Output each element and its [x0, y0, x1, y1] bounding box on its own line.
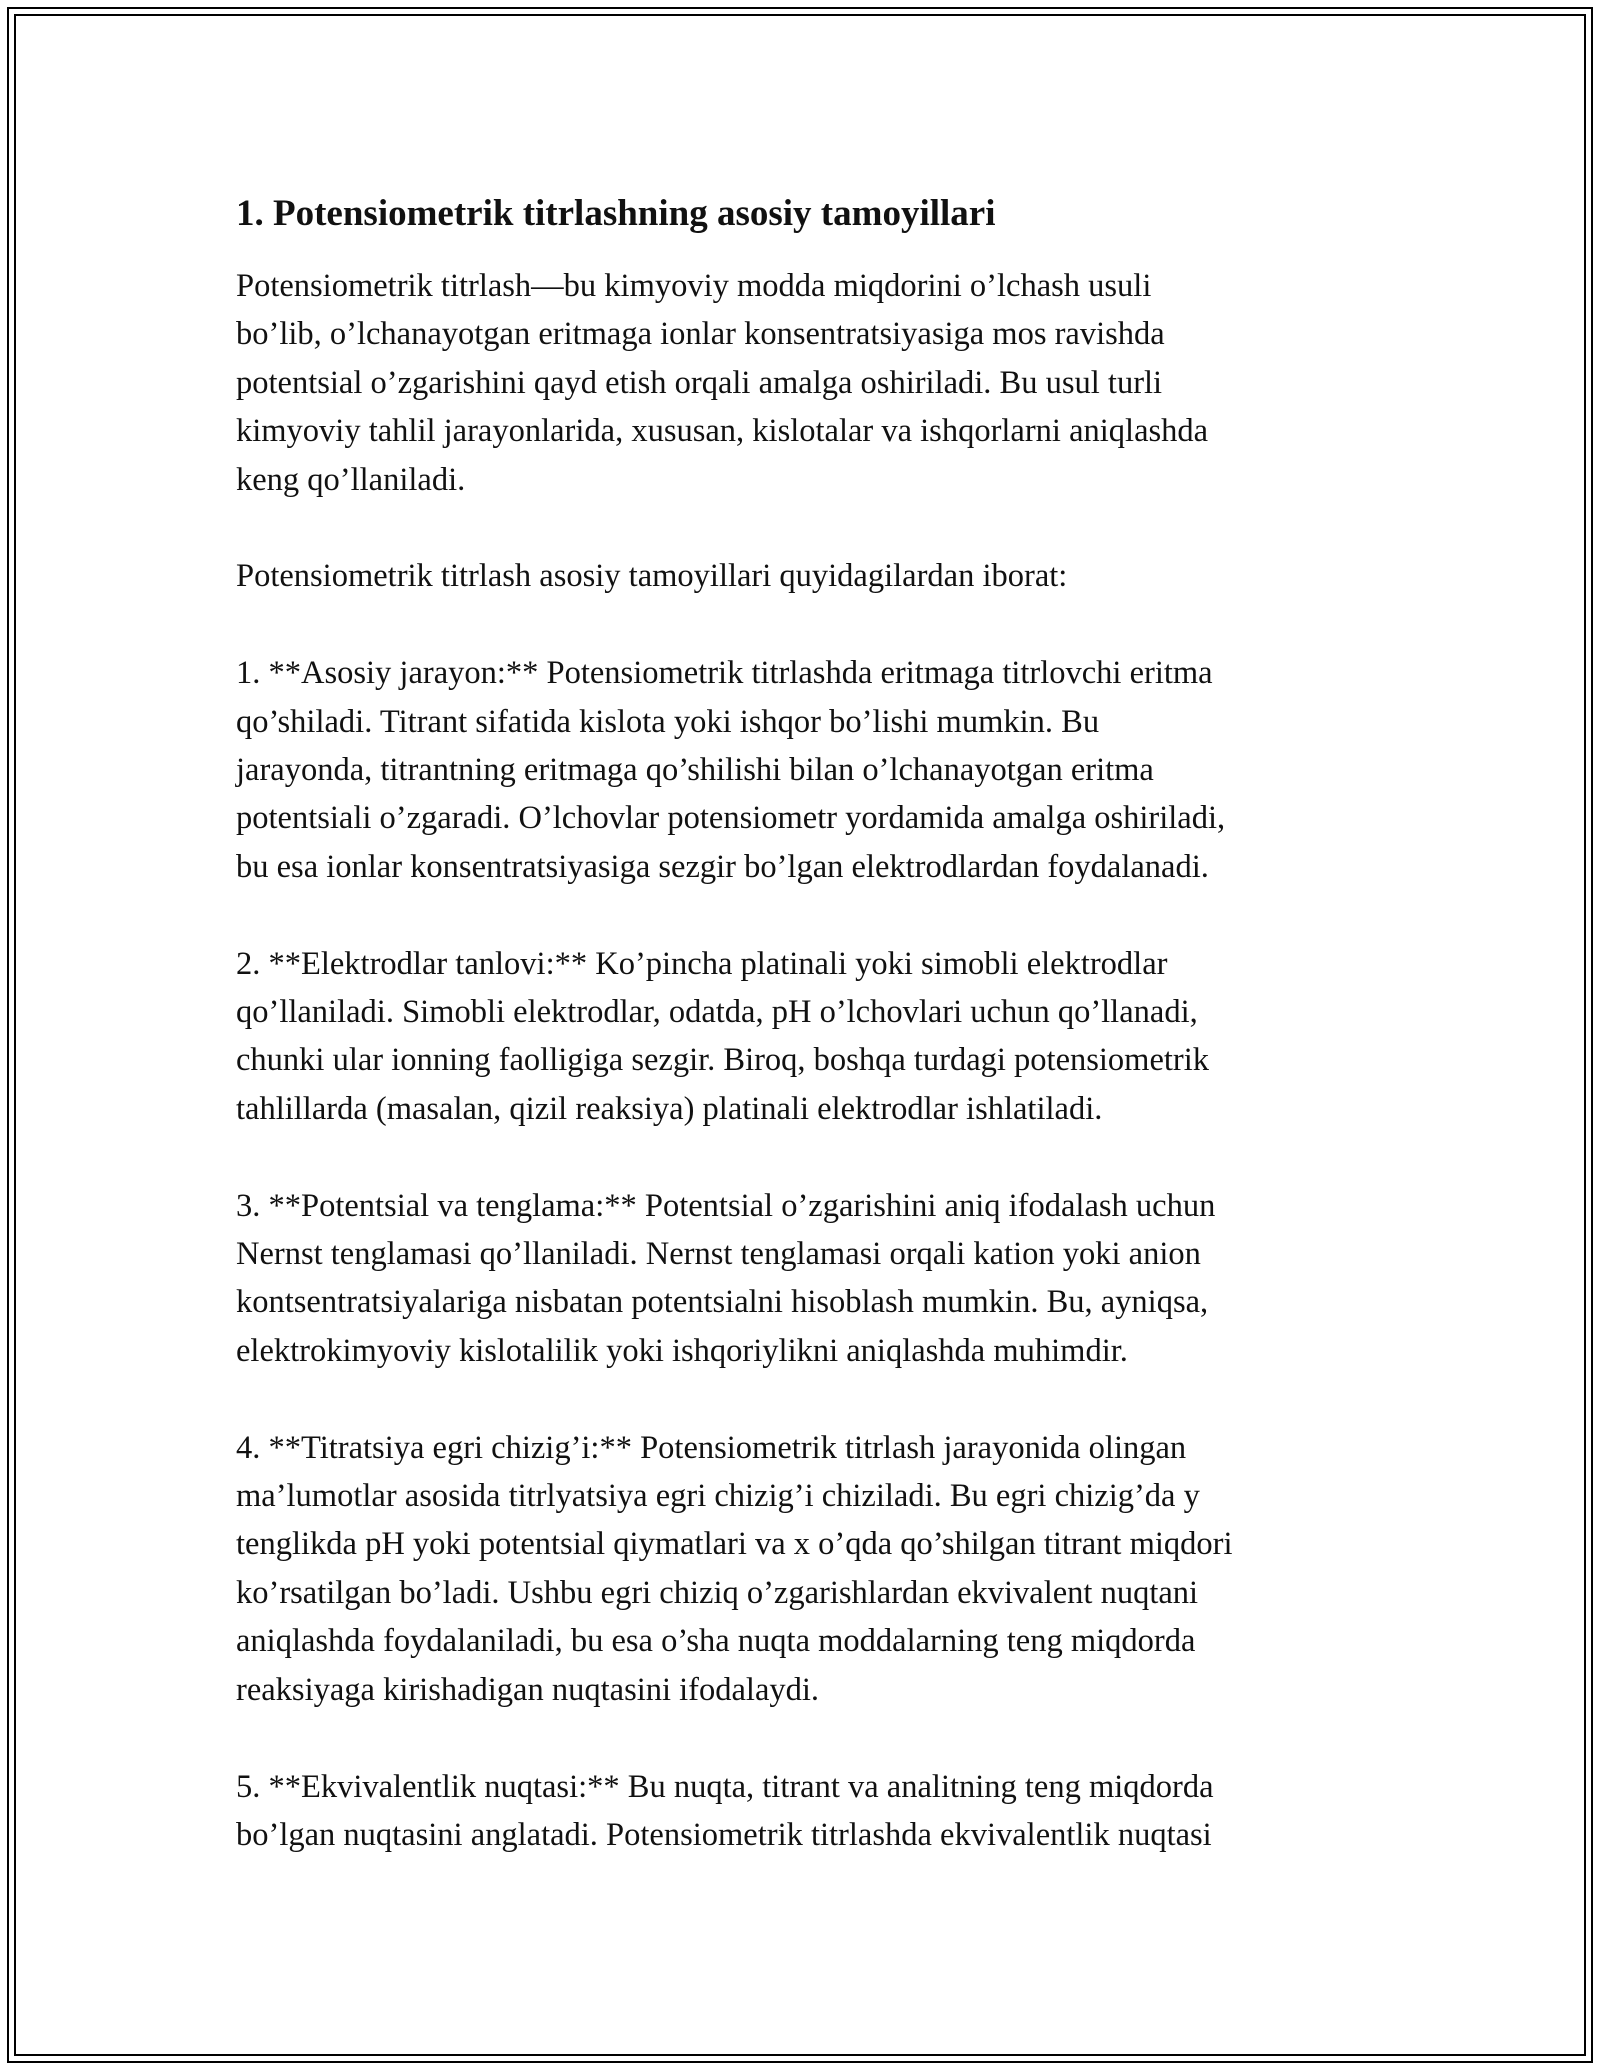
text-line: 5. **Ekvivalentlik nuqtasi:** Bu nuqta, titrant va analitning teng miqdorda: [236, 1768, 1214, 1805]
text-line: qo’shiladi. Titrant sifatida kislota yoki ishqor bo’lishi mumkin. Bu: [236, 703, 1100, 740]
text-line: reaksiyaga kirishadigan nuqtasini ifodalaydi.: [236, 1671, 820, 1708]
text-line: 1. **Asosiy jarayon:** Potensiometrik titrlashda eritmaga titrlovchi eritma: [236, 655, 1213, 692]
text-line: bu esa ionlar konsentratsiyasiga sezgir bo’lgan elektrodlardan foydalanadi.: [236, 848, 1209, 885]
text-line: keng qo’llaniladi.: [236, 461, 466, 498]
paragraph-item-4: [236, 1424, 1366, 1714]
text-line: jarayonda, titrantning eritmaga qo’shilishi bilan o’lchanayotgan eritma: [236, 752, 1154, 789]
text-line: kimyoviy tahlil jarayonlarida, xususan, kislotalar va ishqorlarni aniqlashda: [236, 413, 1209, 450]
text-line: Potensiometrik titrlash asosiy tamoyillari quyidagilardan iborat:: [236, 558, 1068, 595]
text-line: bo’lib, o’lchanayotgan eritmaga ionlar konsentratsiyasiga mos ravishda: [236, 316, 1165, 353]
text-line: aniqlashda foydalaniladi, bu esa o’sha nuqta moddalarning teng miqdorda: [236, 1623, 1196, 1660]
text-line: 4. **Titratsiya egri chizig’i:** Potensiometrik titrlash jarayonida olingan: [236, 1429, 1187, 1466]
text-line: tahlillarda (masalan, qizil reaksiya) platinali elektrodlar ishlatiladi.: [236, 1090, 1103, 1127]
document-title: 1. Potensiometrik titrlashning asosiy tamoyillari: [236, 193, 996, 234]
document-body: [236, 190, 1366, 1908]
text-line: kontsentratsiyalariga nisbatan potentsialni hisoblash mumkin. Bu, ayniqsa,: [236, 1284, 1209, 1321]
text-line: potentsial o’zgarishini qayd etish orqali amalga oshiriladi. Bu usul turli: [236, 364, 1163, 401]
text-line: tenglikda pH yoki potentsial qiymatlari va x o’qda qo’shilgan titrant miqdori: [236, 1526, 1233, 1563]
paragraph-item-1: [236, 649, 1366, 891]
text-line: ma’lumotlar asosida titrlyatsiya egri chizig’i chiziladi. Bu egri chizig’da y: [236, 1478, 1200, 1515]
text-line: 2. **Elektrodlar tanlovi:** Ko’pincha platinali yoki simobli elektrodlar: [236, 945, 1168, 982]
paragraph-item-5: [236, 1763, 1366, 1860]
text-line: Nernst tenglamasi qo’llaniladi. Nernst tenglamasi orqali kation yoki anion: [236, 1236, 1201, 1273]
text-line: bo’lgan nuqtasini anglatadi. Potensiometrik titrlashda ekvivalentlik nuqtasi: [236, 1816, 1212, 1853]
paragraph-principles-lead: [236, 552, 1366, 600]
text-line: qo’llaniladi. Simobli elektrodlar, odatda, pH o’lchovlari uchun qo’llanadi,: [236, 994, 1198, 1031]
text-line: 3. **Potentsial va tenglama:** Potentsial o’zgarishini aniq ifodalash uchun: [236, 1187, 1216, 1224]
text-line: potentsiali o’zgaradi. O’lchovlar potensiometr yordamida amalga oshiriladi,: [236, 800, 1226, 837]
text-line: chunki ular ionning faolligiga sezgir. Biroq, boshqa turdagi potensiometrik: [236, 1042, 1210, 1079]
text-line: ko’rsatilgan bo’ladi. Ushbu egri chiziq o’zgarishlardan ekvivalent nuqtani: [236, 1574, 1199, 1611]
paragraph-item-2: [236, 940, 1366, 1134]
paragraph-intro: [236, 262, 1366, 504]
text-line: Potensiometrik titrlash—bu kimyoviy modda miqdorini o’lchash usuli: [236, 268, 1152, 304]
paragraph-item-3: [236, 1182, 1366, 1376]
text-line: elektrokimyoviy kislotalilik yoki ishqoriylikni aniqlashda muhimdir.: [236, 1332, 1128, 1369]
